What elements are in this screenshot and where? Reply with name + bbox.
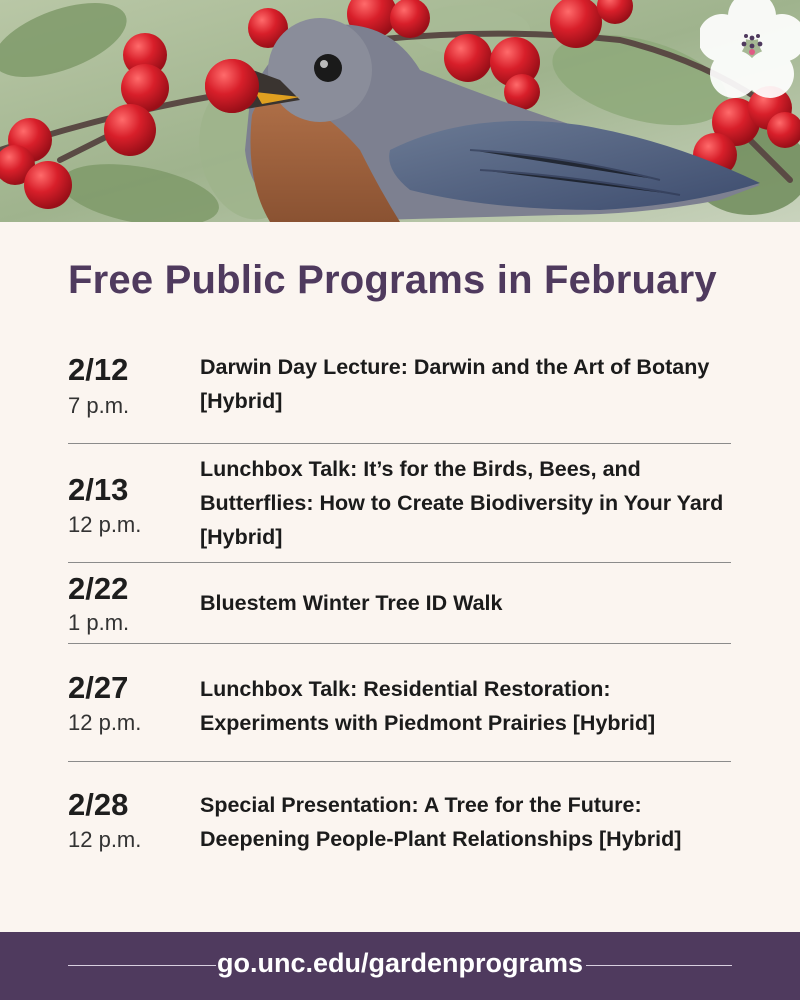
divider	[68, 643, 731, 644]
divider	[68, 443, 731, 444]
event-time: 12 p.m.	[68, 512, 142, 537]
flower-logo-icon	[700, 0, 800, 98]
footer-bar	[0, 932, 800, 1000]
event-description: Bluestem Winter Tree ID Walk	[200, 591, 503, 615]
event-description: Darwin Day Lecture: Darwin and the Art of Botany [Hybrid]	[200, 355, 710, 413]
event-item	[68, 570, 731, 640]
hero-photo	[0, 0, 800, 222]
event-date: 2/28	[68, 787, 129, 822]
event-description: Special Presentation: A Tree for the Future: Deepening People-Plant Relationships [Hybrid]	[200, 793, 682, 851]
footer-rule-right	[586, 965, 732, 966]
divider	[68, 761, 731, 762]
page-title: Free Public Programs in February	[68, 258, 717, 302]
event-item	[68, 350, 731, 440]
divider	[68, 562, 731, 563]
event-date: 2/12	[68, 352, 129, 387]
event-date: 2/22	[68, 571, 129, 606]
bluebird-berries-image	[0, 0, 800, 222]
event-time: 7 p.m.	[68, 393, 130, 418]
footer-url-link[interactable]: go.unc.edu/gardenprograms	[216, 948, 584, 978]
event-time: 12 p.m.	[68, 827, 142, 852]
event-date: 2/27	[68, 670, 129, 705]
event-item	[68, 670, 731, 750]
event-description: Lunchbox Talk: It’s for the Birds, Bees, and Butterflies: How to Create Biodiversity in Your Yard [Hybrid]	[200, 457, 724, 549]
event-time: 1 p.m.	[68, 610, 130, 635]
event-item	[68, 786, 731, 866]
event-date: 2/13	[68, 472, 129, 507]
event-description: Lunchbox Talk: Residential Restoration: Experiments with Piedmont Prairies [Hybrid]	[200, 677, 656, 735]
event-time: 12 p.m.	[68, 710, 142, 735]
event-item	[68, 452, 731, 562]
